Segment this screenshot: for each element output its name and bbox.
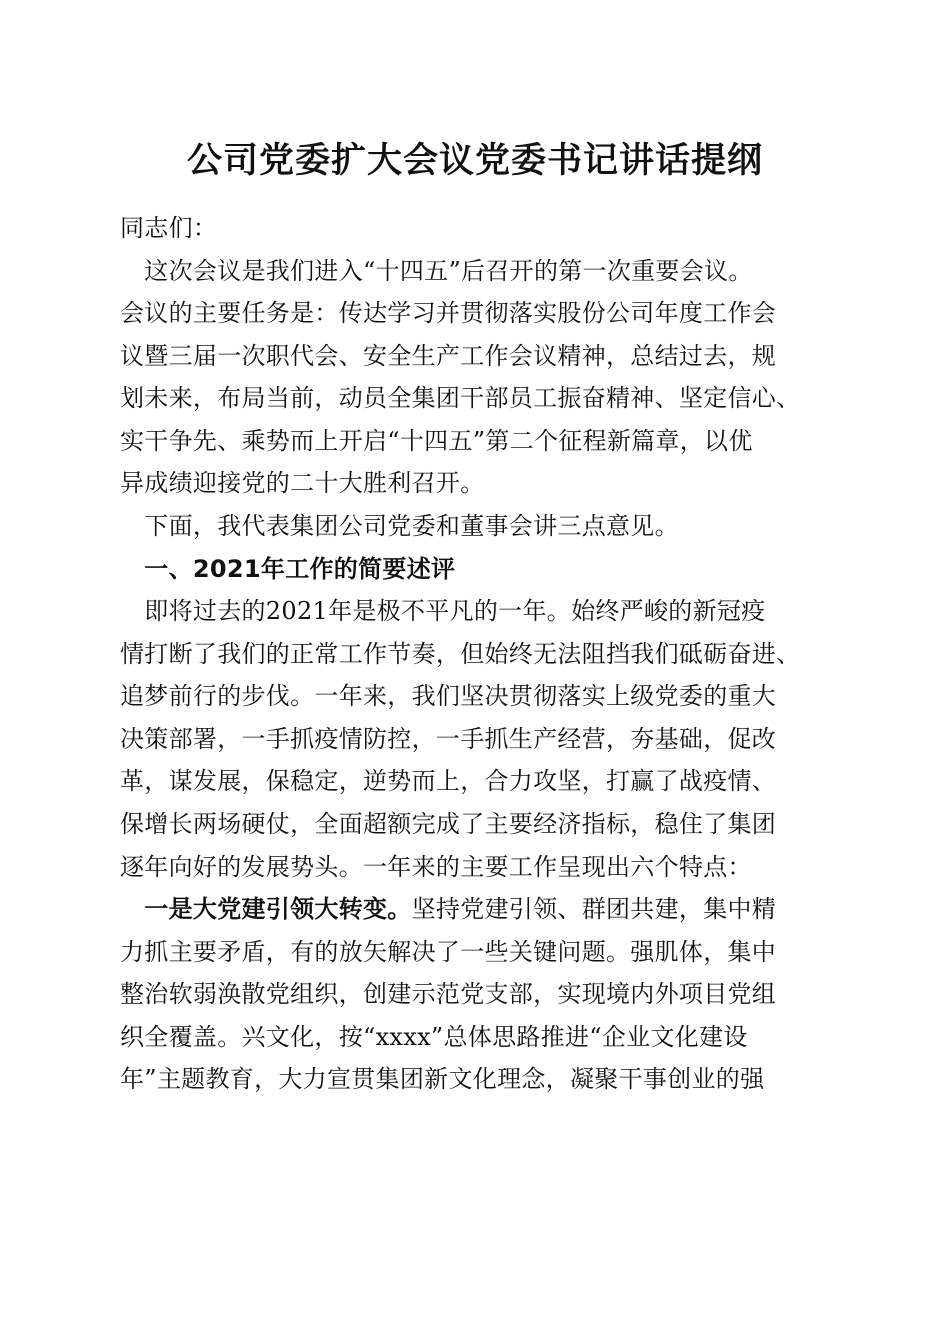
salutation: 同志们： [120, 214, 218, 242]
body-line: 决策部署，一手抓疫情防控，一手抓生产经营，夯基础，促改 [120, 725, 777, 753]
body-line: 保增长两场硬仗，全面超额完成了主要经济指标，稳住了集团 [120, 810, 777, 838]
body-line: 追梦前行的步伐。一年来，我们坚决贯彻落实上级党委的重大 [120, 682, 777, 710]
section-heading: 一、2021年工作的简要述评 [120, 555, 456, 583]
body-line: 力抓主要矛盾，有的放矢解决了一些关键问题。强肌体，集中 [120, 938, 777, 966]
body-line: 异成绩迎接党的二十大胜利召开。 [120, 469, 485, 497]
body-line: 下面，我代表集团公司党委和董事会讲三点意见。 [120, 512, 679, 540]
body-line: 划未来，布局当前，动员全集团干部员工振奋精神、坚定信心、 [120, 384, 801, 412]
body-line: 整治软弱涣散党组织，创建示范党支部，实现境内外项目党组 [120, 980, 777, 1008]
body-line: 这次会议是我们进入“十四五”后召开的第一次重要会议。 [120, 257, 753, 285]
body-line: 情打断了我们的正常工作节奏，但始终无法阻挡我们砥砺奋进、 [120, 640, 801, 668]
body-line: 逐年向好的发展势头。一年来的主要工作呈现出六个特点： [120, 853, 752, 881]
body-line: 实干争先、乘势而上开启“十四五”第二个征程新篇章，以优 [120, 427, 753, 455]
body-line: 年”主题教育，大力宣贯集团新文化理念，凝聚干事创业的强 [120, 1065, 765, 1093]
document-title: 公司党委扩大会议党委书记讲话提纲 [186, 140, 763, 181]
body-line: 革，谋发展，保稳定，逆势而上，合力攻坚，打赢了战疫情、 [120, 767, 777, 795]
subheading-text: 一是大党建引领大转变。 [120, 894, 412, 923]
body-line: 即将过去的2021年是极不平凡的一年。始终严峻的新冠疫 [120, 597, 766, 625]
body-line [120, 893, 776, 925]
body-text: 坚持党建引领、群团共建，集中精 [411, 895, 777, 923]
body-line: 议暨三届一次职代会、安全生产工作会议精神，总结过去，规 [120, 342, 777, 370]
body-line: 会议的主要任务是：传达学习并贯彻落实股份公司年度工作会 [120, 299, 777, 327]
body-line: 织全覆盖。兴文化，按“xxxx”总体思路推进“企业文化建设 [120, 1023, 748, 1051]
